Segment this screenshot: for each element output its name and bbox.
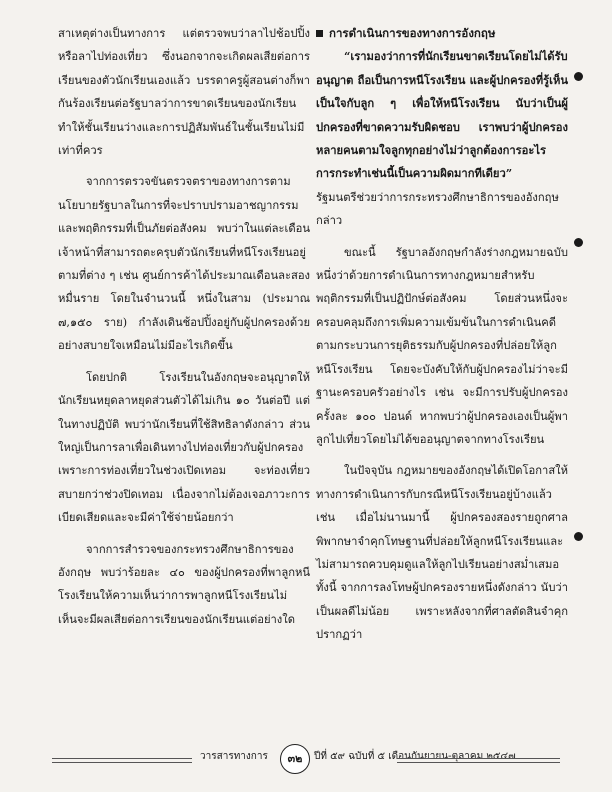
quote-paragraph: “เรามองว่าการที่นักเรียนขาดเรียนโดยไม่ได้รับอนุญาต ถือเป็นการหนีโรงเรียน และผู้ปกครองที่รู้เห็นเป็นใจกับลูก ๆ เพื่อให้หนีโรงเรียน นับว่าเป็นผู้ปกครองที่ขาดความรับผิดชอบ เราพบว่าผู้ปกครองหลายคนตามใจลูกทุกอย่างไม่ว่าลูกต้องการอะไร การกระทำเช่นนี้เป็นความผิดมากทีเดียว” xyxy=(316,49,568,181)
left-column xyxy=(58,22,310,631)
section-heading xyxy=(316,22,568,45)
page-footer xyxy=(52,744,560,772)
punch-hole-icon xyxy=(574,532,583,541)
section-heading-text: การดำเนินการของทางการอังกฤษ xyxy=(329,26,496,40)
right-column xyxy=(316,22,568,647)
quote-attribution: รัฐมนตรีช่วยว่าการกระทรวงศึกษาธิการของอังกฤษกล่าว xyxy=(316,190,559,228)
square-bullet-icon xyxy=(316,30,323,37)
footer-rule xyxy=(52,758,192,763)
page-number: ๓๒ xyxy=(280,744,310,774)
journal-name: วารสารทางการ xyxy=(200,751,268,762)
punch-hole-icon xyxy=(574,238,583,247)
punch-hole-icon xyxy=(574,72,583,81)
body-paragraph: ขณะนี้ รัฐบาลอังกฤษกำลังร่างกฎหมายฉบับหนึ่งว่าด้วยการดำเนินการทางกฎหมายสำหรับพฤติกรรมที่เป็นปฏิปักษ์ต่อสังคม โดยส่วนหนึ่งจะครอบคลุมถึงการเพิ่มความเข้มข้นในการดำเนินคดีตามกระบวนการยุติธรรมกับผู้ปกครองที่ปล่อยให้ลูกหนีโรงเรียน โดยจะบังคับให้กับผู้ปกครองไม่ว่าจะมีฐานะครอบครัวอย่างไร เช่น จะมีการปรับผู้ปกครองครั้งละ ๑๐๐ ปอนด์ หากพบว่าผู้ปกครองเองเป็นผู้พาลูกไปเที่ยวโดยไม่ได้ขออนุญาตจากทางโรงเรียน xyxy=(316,245,568,446)
body-paragraph: จากการตรวจขันตรวจตราของทางการตามนโยบายรัฐบาลในการที่จะปราบปรามอาชญากรรมและพฤติกรรมที่เป็นภัยต่อสังคม พบว่าในแต่ละเดือน เจ้าหน้าที่สามารถตะครุบตัวนักเรียนที่หนีโรงเรียนอยู่ตามที่ต่าง ๆ เช่น ศูนย์การค้าได้ประมาณเดือนละสองหมื่นราย โดยในจำนวนนี้ หนึ่งในสาม (ประมาณ ๗,๑๕๐ ราย) กำลังเดินช้อปปิ้งอยู่กับผู้ปกครองด้วยอย่างสบายใจเหมือนไม่มีอะไรเกิดขึ้น xyxy=(58,175,310,353)
body-paragraph: โดยปกติ โรงเรียนในอังกฤษจะอนุญาตให้นักเรียนหยุดลาหยุดส่วนตัวได้ไม่เกิน ๑๐ วันต่อปี แต่ในทางปฏิบัติ พบว่านักเรียนที่ใช้สิทธิลาดังกล่าว ส่วนใหญ่เป็นการลาเพื่อเดินทางไปท่องเที่ยวกับผู้ปกครองเพราะการท่องเที่ยวในช่วงเปิดเทอม จะท่องเที่ยวสบายกว่าช่วงปิดเทอม เนื่องจากไม่ต้องเจอภาวะการเบียดเสียดและจะมีค่าใช้จ่ายน้อยกว่า xyxy=(58,370,310,525)
body-paragraph: ในปัจจุบัน กฎหมายของอังกฤษได้เปิดโอกาสให้ทางการดำเนินการกับกรณีหนีโรงเรียนอยู่บ้างแล้ว เช่น เมื่อไม่นานมานี้ ผู้ปกครองสองรายถูกศาลพิพากษาจำคุกโทษฐานที่ปล่อยให้ลูกหนีโรงเรียนและไม่สามารถควบคุมดูแลให้ลูกไปเรียนอย่างสม่ำเสมอ ทั้งนี้ จากการลงโทษผู้ปกครองรายหนึ่งดังกล่าว นับว่าเป็นผลดีไม่น้อย เพราะหลังจากที่ศาลตัดสินจำคุก ปรากฏว่า xyxy=(316,464,568,642)
body-paragraph: สาเหตุต่างเป็นทางการ แต่ตรวจพบว่าลาไปช้อปปิ้ง หรือลาไปท่องเที่ยว ซึ่งนอกจากจะเกิดผลเสียต่อการเรียนของตัวนักเรียนเองแล้ว บรรดาครูผู้สอนต่างก็พากันร้องเรียนต่อรัฐบาลว่าการขาดเรียนของนักเรียนทำให้ชั้นเรียนว่างและการปฏิสัมพันธ์ในชั้นเรียนไม่มีเท่าที่ควร xyxy=(58,27,310,158)
footer-rule xyxy=(397,758,560,763)
body-paragraph: จากการสำรวจของกระทรวงศึกษาธิการของอังกฤษ พบว่าร้อยละ ๔๐ ของผู้ปกครองที่พาลูกหนีโรงเรียนให้ความเห็นว่าการพาลูกหนีโรงเรียนไม่เห็นจะมีผลเสียต่อการเรียนของนักเรียนแต่อย่างใด xyxy=(58,542,310,626)
issue-info: ปีที่ ๕๙ ฉบับที่ ๕ เดือนกันยายน-ตุลาคม ๒๕๔๗ xyxy=(314,751,516,762)
